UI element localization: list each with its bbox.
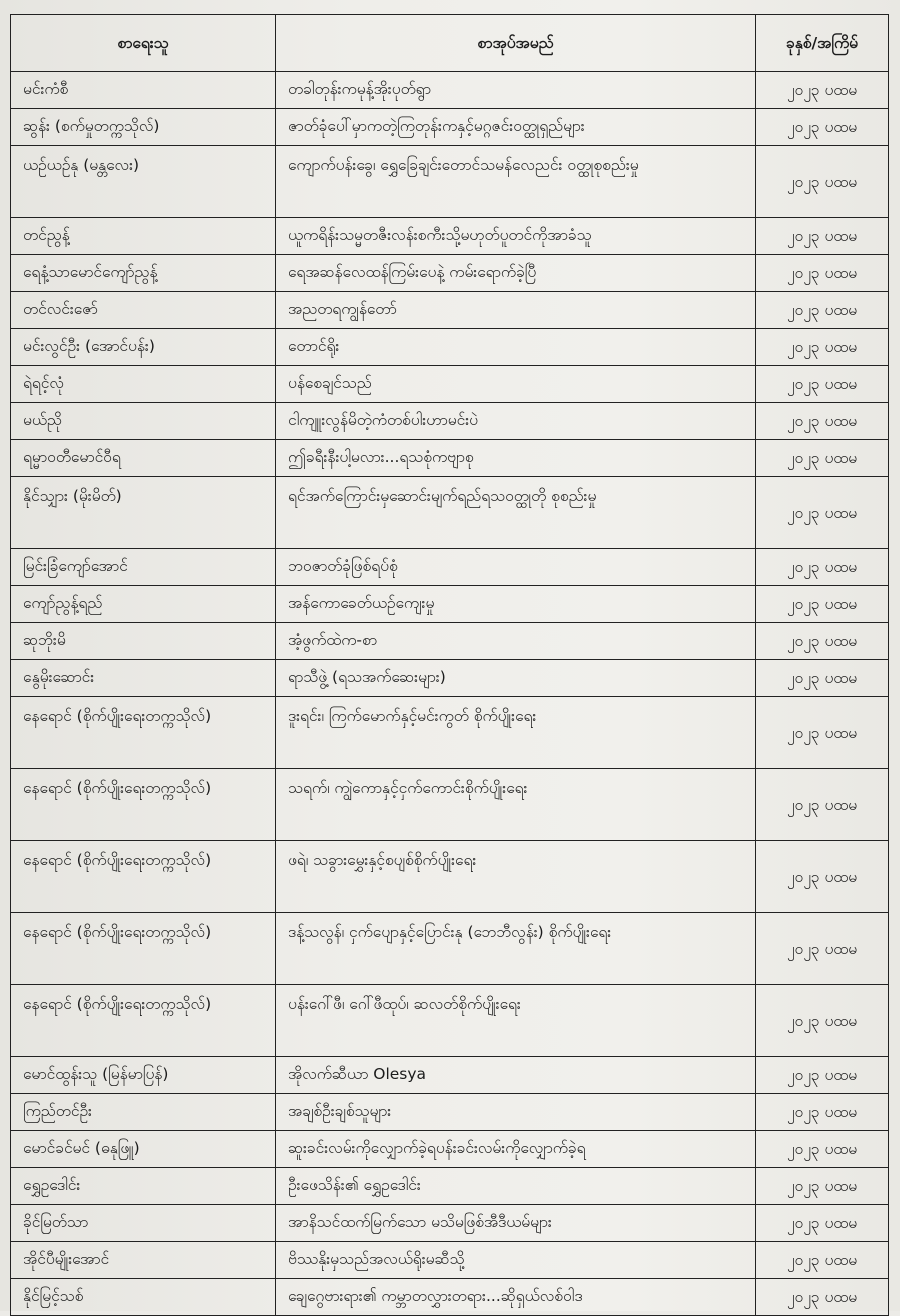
header-title: စာအုပ်အမည် xyxy=(276,15,756,72)
title-cell: ဒန့်သလွန်၊ ငှက်ပျောနှင့်ပြောင်းနု (ဘေဘီလွန်း) စိုက်ပျိုးရေး xyxy=(276,913,756,985)
year-edition-cell: ၂၀၂၃ ပထမ xyxy=(756,218,889,255)
table-row xyxy=(11,1205,889,1242)
author-cell: နေရောင် (စိုက်ပျိုးရေးတက္ကသိုလ်) xyxy=(11,985,276,1057)
table-row xyxy=(11,72,889,109)
title-cell: ရာသီဖွဲ့ (ရသအက်ဆေးများ) xyxy=(276,660,756,697)
author-cell: နိုင်သျှား (မိုးမိတ်) xyxy=(11,477,276,549)
year-edition-cell: ၂၀၂၃ ပထမ xyxy=(756,549,889,586)
table-row xyxy=(11,1131,889,1168)
title-cell: တောင်ရိုး xyxy=(276,329,756,366)
title-cell: ပန်းဂေါ်ဖီ၊ ဂေါ်ဖီထုပ်၊ ဆလတ်စိုက်ပျိုးရေး xyxy=(276,985,756,1057)
title-cell: ဇာတ်ခုံပေါ်မှာကတဲ့ကြတုန်းကနှင့်မဂ္ဂဇင်းဝတ္ထုရှည်များ xyxy=(276,109,756,146)
table-row xyxy=(11,985,889,1057)
table-row xyxy=(11,660,889,697)
author-cell: ကျော်ညွန့်ရည် xyxy=(11,586,276,623)
year-edition-cell: ၂၀၂၃ ပထမ xyxy=(756,1168,889,1205)
table-row xyxy=(11,841,889,913)
author-cell: နိုင်မြင့်သစ် xyxy=(11,1279,276,1316)
year-edition-cell: ၂၀၂၃ ပထမ xyxy=(756,1242,889,1279)
year-edition-cell: ၂၀၂၃ ပထမ xyxy=(756,769,889,841)
title-cell: ဗိဿနိုးမှသည်အလယ်ရိုးမဆီသို့ xyxy=(276,1242,756,1279)
year-edition-cell: ၂၀၂၃ ပထမ xyxy=(756,586,889,623)
title-cell: ရေအဆန်လေထန်ကြမ်းပေနဲ့ ကမ်းရောက်ခဲ့ပြီ xyxy=(276,255,756,292)
author-cell: ဆွန်း (စက်မှုတက္ကသိုလ်) xyxy=(11,109,276,146)
author-cell: နေရောင် (စိုက်ပျိုးရေးတက္ကသိုလ်) xyxy=(11,697,276,769)
book-list-table xyxy=(10,14,889,1316)
title-cell: အံ့ဖွက်ထဲက-စာ xyxy=(276,623,756,660)
author-cell: ကြည်တင်ဦး xyxy=(11,1094,276,1131)
header-author: စာရေးသူ xyxy=(11,15,276,72)
table-row xyxy=(11,769,889,841)
author-cell: နေရောင် (စိုက်ပျိုးရေးတက္ကသိုလ်) xyxy=(11,841,276,913)
table-row xyxy=(11,623,889,660)
title-cell: ချေဂွေဗားရား၏ ကမ္ဘာတလွှားတရား...ဆိုရှယ်လစ်ဝါဒ xyxy=(276,1279,756,1316)
table-row xyxy=(11,329,889,366)
table-row xyxy=(11,255,889,292)
table-row xyxy=(11,1057,889,1094)
table-row xyxy=(11,913,889,985)
year-edition-cell: ၂၀၂၃ ပထမ xyxy=(756,477,889,549)
author-cell: ရဲရင့်လုံ xyxy=(11,366,276,403)
title-cell: သရက်၊ ကျွဲကောနှင့်ငှက်ကောင်းစိုက်ပျိုးရေး xyxy=(276,769,756,841)
author-cell: ရွှေဥဒေါင်း xyxy=(11,1168,276,1205)
year-edition-cell: ၂၀၂၃ ပထမ xyxy=(756,146,889,218)
author-cell: ရေနံ့သာမောင်ကျော်ညွန့် xyxy=(11,255,276,292)
author-cell: ခိုင်မြတ်သာ xyxy=(11,1205,276,1242)
title-cell: ငါကျူးလွန်မိတဲ့ကံတစ်ပါးဟာမင်းပဲ xyxy=(276,403,756,440)
year-edition-cell: ၂၀၂၃ ပထမ xyxy=(756,255,889,292)
year-edition-cell: ၂၀၂၃ ပထမ xyxy=(756,623,889,660)
author-cell: မင်းလွင်ဦး (အောင်ပန်း) xyxy=(11,329,276,366)
table-row xyxy=(11,1094,889,1131)
title-cell: ဤခရီးနီးပါ့မလား...ရသစုံကဗျာစု xyxy=(276,440,756,477)
table-row xyxy=(11,109,889,146)
author-cell: မောင်ထွန်းသူ (မြန်မာပြန်) xyxy=(11,1057,276,1094)
year-edition-cell: ၂၀၂၃ ပထမ xyxy=(756,1279,889,1316)
year-edition-cell: ၂၀၂၃ ပထမ xyxy=(756,366,889,403)
table-row xyxy=(11,403,889,440)
header-year-edition: ခုနှစ်/အကြိမ် xyxy=(756,15,889,72)
year-edition-cell: ၂၀၂၃ ပထမ xyxy=(756,660,889,697)
table-row xyxy=(11,1279,889,1316)
year-edition-cell: ၂၀၂၃ ပထမ xyxy=(756,1131,889,1168)
title-cell: အချစ်ဦးချစ်သူများ xyxy=(276,1094,756,1131)
author-cell: တင်လင်းဇော် xyxy=(11,292,276,329)
title-cell: ကျောက်ပန်းခွေ၊ ရွှေခြေချင်းတောင်သမန်လေညင်း ဝတ္ထုစုစည်းမှု xyxy=(276,146,756,218)
year-edition-cell: ၂၀၂၃ ပထမ xyxy=(756,292,889,329)
year-edition-cell: ၂၀၂၃ ပထမ xyxy=(756,1057,889,1094)
title-cell: ဖရဲ၊ သခွားမွှေးနှင့်စပျစ်စိုက်ပျိုးရေး xyxy=(276,841,756,913)
author-cell: မယ်ညို xyxy=(11,403,276,440)
year-edition-cell: ၂၀၂၃ ပထမ xyxy=(756,72,889,109)
book-list-table-wrap xyxy=(10,14,888,1316)
author-cell: ဆုဘိုးမိ xyxy=(11,623,276,660)
author-cell: နေရောင် (စိုက်ပျိုးရေးတက္ကသိုလ်) xyxy=(11,769,276,841)
table-row xyxy=(11,1168,889,1205)
year-edition-cell: ၂၀၂၃ ပထမ xyxy=(756,913,889,985)
year-edition-cell: ၂၀၂၃ ပထမ xyxy=(756,841,889,913)
author-cell: နေရောင် (စိုက်ပျိုးရေးတက္ကသိုလ်) xyxy=(11,913,276,985)
header-row xyxy=(11,15,889,72)
title-cell: ပန်စေချင်သည် xyxy=(276,366,756,403)
title-cell: တခါတုန်းကမုန့်အိုးပုတ်ရွာ xyxy=(276,72,756,109)
table-row xyxy=(11,440,889,477)
title-cell: ဦးဖေသိန်း၏ ရွှေဥဒေါင်း xyxy=(276,1168,756,1205)
table-row xyxy=(11,1242,889,1279)
author-cell: ရမ္မာဝတီမောင်ဝီရ xyxy=(11,440,276,477)
year-edition-cell: ၂၀၂၃ ပထမ xyxy=(756,109,889,146)
table-row xyxy=(11,586,889,623)
author-cell: မြင်းခြံကျော်အောင် xyxy=(11,549,276,586)
table-row xyxy=(11,366,889,403)
title-cell: ယူကရိန်းသမ္မတဇီးလန်းစကီးသို့မဟုတ်ပူတင်ကိုအာခံသူ xyxy=(276,218,756,255)
table-row xyxy=(11,697,889,769)
year-edition-cell: ၂၀၂၃ ပထမ xyxy=(756,1205,889,1242)
title-cell: အန်ကောခေတ်ယဉ်ကျေးမှု xyxy=(276,586,756,623)
year-edition-cell: ၂၀၂၃ ပထမ xyxy=(756,985,889,1057)
title-cell: ဆူးခင်းလမ်းကိုလျှောက်ခဲ့ရပန်းခင်းလမ်းကိုလျှောက်ခဲ့ရ xyxy=(276,1131,756,1168)
title-cell: ဒူးရင်း၊ ကြက်မောက်နှင့်မင်းကွတ် စိုက်ပျိုးရေး xyxy=(276,697,756,769)
title-cell: အိုလက်ဆီယာ Olesya xyxy=(276,1057,756,1094)
author-cell: နွေမိုးဆောင်း xyxy=(11,660,276,697)
year-edition-cell: ၂၀၂၃ ပထမ xyxy=(756,329,889,366)
table-row xyxy=(11,292,889,329)
table-row xyxy=(11,549,889,586)
title-cell: ဘဝဇာတ်ခုံဖြစ်ရပ်စုံ xyxy=(276,549,756,586)
title-cell: အညတရကျွန်တော် xyxy=(276,292,756,329)
year-edition-cell: ၂၀၂၃ ပထမ xyxy=(756,697,889,769)
year-edition-cell: ၂၀၂၃ ပထမ xyxy=(756,403,889,440)
author-cell: တင်ညွန့် xyxy=(11,218,276,255)
author-cell: အိုင်ပီမျိုးအောင် xyxy=(11,1242,276,1279)
table-row xyxy=(11,218,889,255)
year-edition-cell: ၂၀၂၃ ပထမ xyxy=(756,440,889,477)
year-edition-cell: ၂၀၂၃ ပထမ xyxy=(756,1094,889,1131)
author-cell: ယဉ်ယဉ်နု (မန္တလေး) xyxy=(11,146,276,218)
title-cell: ရင်အက်ကြောင်းမှဆောင်းမျက်ရည်ရသဝတ္ထုတို စုစည်းမှု xyxy=(276,477,756,549)
author-cell: မောင်ခင်မင် (ဓနုဖြူ) xyxy=(11,1131,276,1168)
table-row xyxy=(11,146,889,218)
table-row xyxy=(11,477,889,549)
author-cell: မင်းကံစီ xyxy=(11,72,276,109)
title-cell: အာနိသင်ထက်မြက်သော မသိမဖြစ်အီဒီယမ်များ xyxy=(276,1205,756,1242)
